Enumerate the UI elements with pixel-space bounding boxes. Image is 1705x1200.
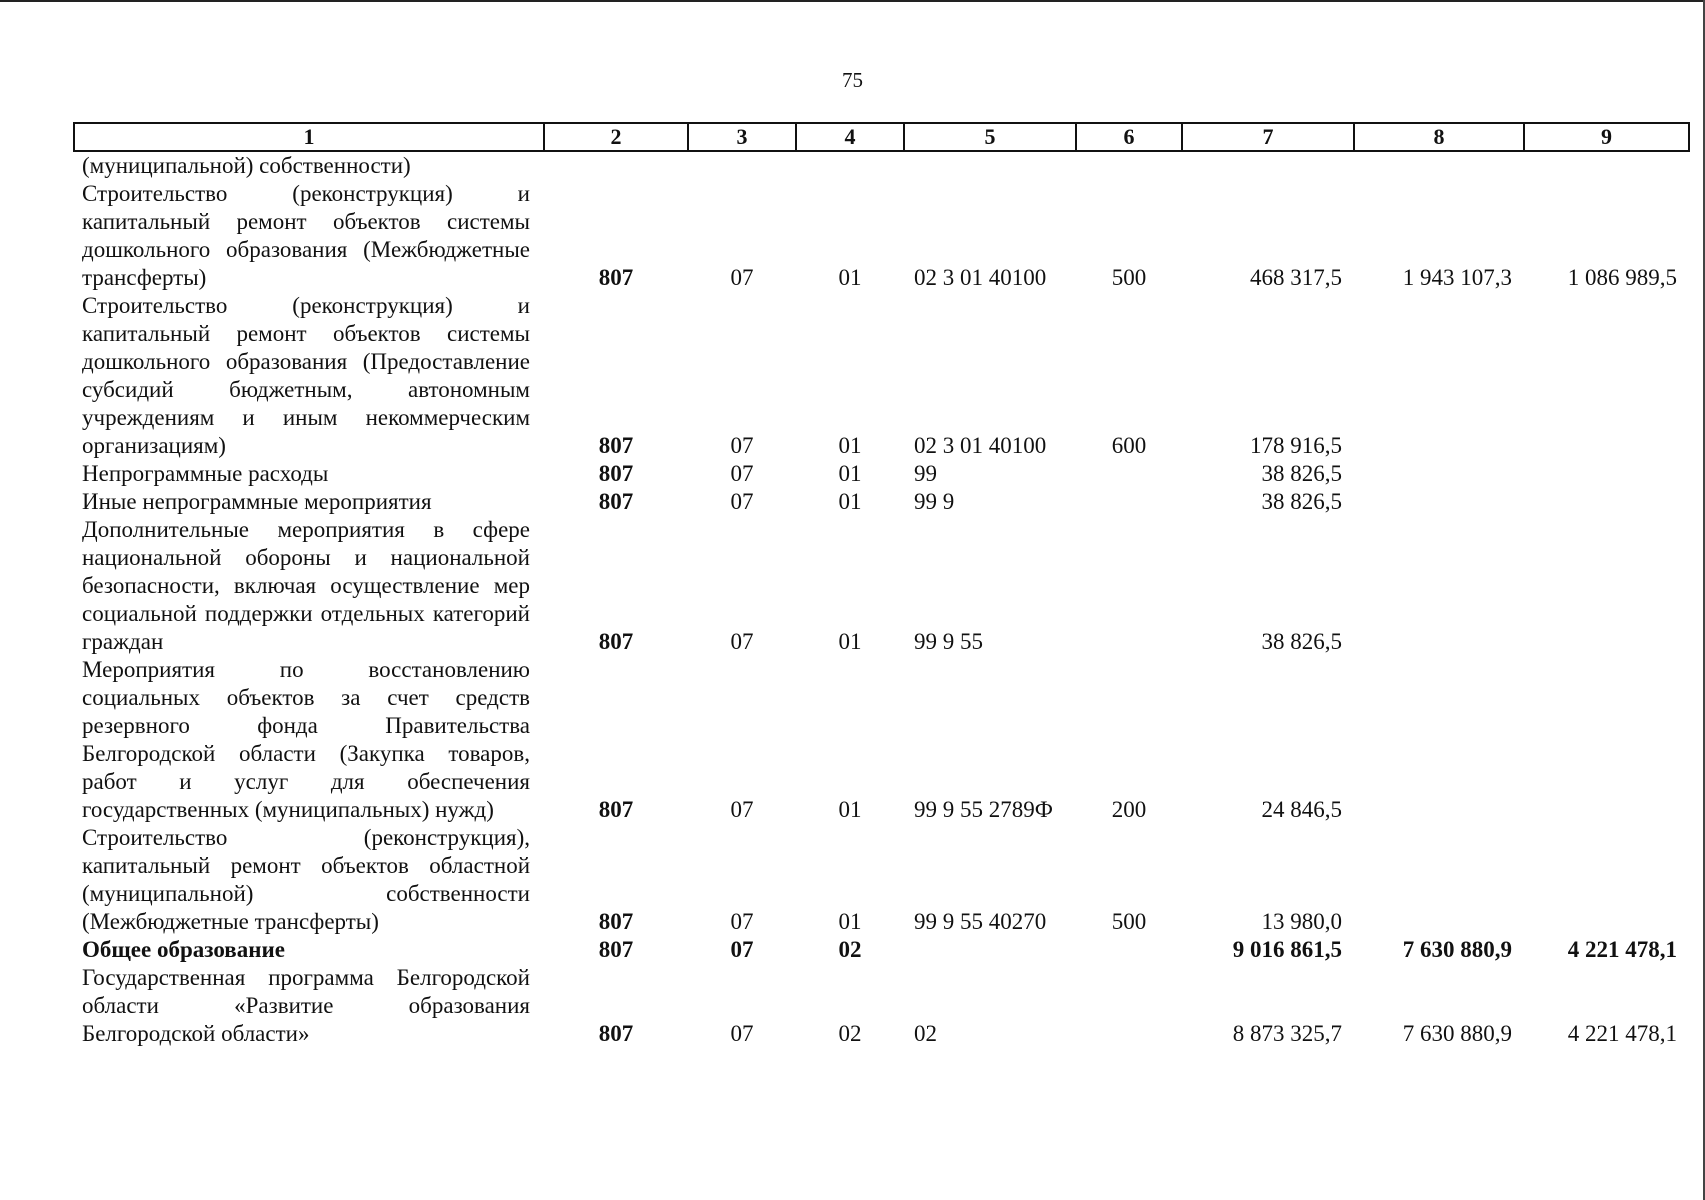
row-expense-type — [1076, 516, 1182, 656]
row-admin-code: 807 — [598, 937, 634, 962]
header-col-9: 9 — [1524, 123, 1689, 151]
row-subsection: 01 — [838, 461, 862, 486]
row-subsection — [796, 151, 904, 180]
header-col-5: 5 — [904, 123, 1076, 151]
row-sum-col9: 4 221 478,1 — [1567, 1021, 1677, 1046]
row-sum-col9 — [1524, 824, 1689, 936]
row-target-article: 99 9 — [914, 489, 955, 514]
row-sum-col8 — [1354, 292, 1524, 460]
row-sum-col9 — [1524, 151, 1689, 180]
header-col-1: 1 — [74, 123, 544, 151]
row-sum-col8 — [1354, 516, 1524, 656]
row-sum-col8: 7 630 880,9 — [1402, 937, 1512, 962]
table-row — [74, 516, 1689, 656]
row-sum-col8 — [1354, 824, 1524, 936]
header-col-3: 3 — [688, 123, 796, 151]
table-body — [74, 151, 1689, 1048]
row-sum-col8: 7 630 880,9 — [1402, 1021, 1512, 1046]
table-row — [74, 180, 1689, 292]
header-col-4: 4 — [796, 123, 904, 151]
table-row — [74, 656, 1689, 824]
row-subsection: 02 — [838, 1021, 862, 1046]
row-section: 07 — [730, 909, 754, 934]
table-row — [74, 460, 1689, 488]
row-target-article: 99 9 55 2789Ф — [914, 797, 1053, 822]
row-expense-type — [1076, 964, 1182, 1048]
table-row — [74, 964, 1689, 1048]
row-section: 07 — [730, 629, 754, 654]
row-name: Общее образование — [82, 937, 285, 962]
row-name: (муниципальной) собственности) — [82, 153, 411, 178]
row-section: 07 — [730, 461, 754, 486]
header-col-6: 6 — [1076, 123, 1182, 151]
row-sum-col8 — [1354, 488, 1524, 516]
row-target-article: 02 3 01 40100 — [914, 265, 1047, 290]
row-subsection: 01 — [838, 489, 862, 514]
header-col-2: 2 — [544, 123, 688, 151]
row-sum-col9 — [1524, 292, 1689, 460]
row-expense-type: 600 — [1111, 433, 1147, 458]
header-col-7: 7 — [1182, 123, 1354, 151]
row-section: 07 — [730, 433, 754, 458]
table-row — [74, 488, 1689, 516]
row-admin-code — [544, 151, 688, 180]
row-target-article — [904, 936, 1076, 964]
budget-table — [73, 122, 1690, 1048]
row-target-article: 02 — [914, 1021, 937, 1046]
row-subsection: 01 — [838, 797, 862, 822]
row-name: Строительство (реконструкция), капитальный ремонт объектов областной (муниципальной) собственности (Межбюджетные трансферты) — [82, 825, 530, 934]
row-name: Строительство (реконструкция) и капитальный ремонт объектов системы дошкольного образования (Предоставление субсидий бюджетным, автономным учреждениям и иным некоммерческим организациям) — [82, 293, 530, 458]
row-target-article: 02 3 01 40100 — [914, 433, 1047, 458]
row-expense-type: 200 — [1111, 797, 1147, 822]
scan-edge-top — [0, 0, 1705, 2]
row-sum-col9: 4 221 478,1 — [1567, 937, 1677, 962]
row-sum-col7: 13 980,0 — [1261, 909, 1342, 934]
table-row — [74, 824, 1689, 936]
row-section: 07 — [730, 265, 754, 290]
row-expense-type — [1076, 460, 1182, 488]
row-sum-col8 — [1354, 151, 1524, 180]
row-subsection: 01 — [838, 909, 862, 934]
row-admin-code: 807 — [598, 629, 634, 654]
row-target-article: 99 9 55 — [914, 629, 983, 654]
row-sum-col7: 24 846,5 — [1261, 797, 1342, 822]
row-sum-col8 — [1354, 460, 1524, 488]
row-name: Иные непрограммные мероприятия — [82, 489, 432, 514]
row-target-article: 99 — [914, 461, 937, 486]
row-section — [688, 151, 796, 180]
row-name: Строительство (реконструкция) и капитальный ремонт объектов системы дошкольного образования (Межбюджетные трансферты) — [82, 181, 530, 290]
row-sum-col7: 38 826,5 — [1261, 489, 1342, 514]
row-admin-code: 807 — [598, 433, 634, 458]
row-sum-col8: 1 943 107,3 — [1402, 265, 1512, 290]
row-name: Мероприятия по восстановлению социальных объектов за счет средств резервного фонда Правительства Белгородской области (Закупка товаров, работ и услуг для обеспечения государственных (муниципальных) нужд) — [82, 657, 530, 822]
page-number: 75 — [842, 68, 863, 92]
row-admin-code: 807 — [598, 461, 634, 486]
header-row — [74, 123, 1689, 151]
row-sum-col7: 178 916,5 — [1250, 433, 1342, 458]
row-sum-col9 — [1524, 516, 1689, 656]
table-row — [74, 151, 1689, 180]
row-admin-code: 807 — [598, 265, 634, 290]
row-sum-col9 — [1524, 460, 1689, 488]
row-target-article: 99 9 55 40270 — [914, 909, 1047, 934]
row-sum-col9: 1 086 989,5 — [1567, 265, 1677, 290]
table-header — [74, 123, 1689, 151]
row-sum-col7 — [1182, 151, 1354, 180]
row-name: Дополнительные мероприятия в сфере национальной обороны и национальной безопасности, включая осуществление мер социальной поддержки отдельных категорий граждан — [82, 517, 530, 654]
row-sum-col7: 38 826,5 — [1261, 629, 1342, 654]
row-sum-col8 — [1354, 656, 1524, 824]
row-sum-col7: 9 016 861,5 — [1232, 937, 1342, 962]
row-expense-type — [1076, 488, 1182, 516]
row-section: 07 — [730, 937, 754, 962]
row-sum-col7: 468 317,5 — [1250, 265, 1342, 290]
row-name: Непрограммные расходы — [82, 461, 329, 486]
row-expense-type: 500 — [1111, 265, 1147, 290]
row-sum-col7: 8 873 325,7 — [1232, 1021, 1342, 1046]
row-expense-type: 500 — [1111, 909, 1147, 934]
row-section: 07 — [730, 1021, 754, 1046]
header-col-8: 8 — [1354, 123, 1524, 151]
row-admin-code: 807 — [598, 1021, 634, 1046]
table-row — [74, 936, 1689, 964]
row-admin-code: 807 — [598, 909, 634, 934]
row-expense-type — [1076, 936, 1182, 964]
row-subsection: 01 — [838, 629, 862, 654]
row-sum-col9 — [1524, 656, 1689, 824]
row-admin-code: 807 — [598, 489, 634, 514]
row-target-article — [904, 151, 1076, 180]
row-sum-col7: 38 826,5 — [1261, 461, 1342, 486]
row-section: 07 — [730, 489, 754, 514]
row-admin-code: 807 — [598, 797, 634, 822]
row-name: Государственная программа Белгородской области «Развитие образования Белгородской области» — [82, 965, 530, 1046]
row-subsection: 02 — [838, 937, 862, 962]
table-row — [74, 292, 1689, 460]
row-subsection: 01 — [838, 433, 862, 458]
row-sum-col9 — [1524, 488, 1689, 516]
row-section: 07 — [730, 797, 754, 822]
row-subsection: 01 — [838, 265, 862, 290]
row-expense-type — [1076, 151, 1182, 180]
